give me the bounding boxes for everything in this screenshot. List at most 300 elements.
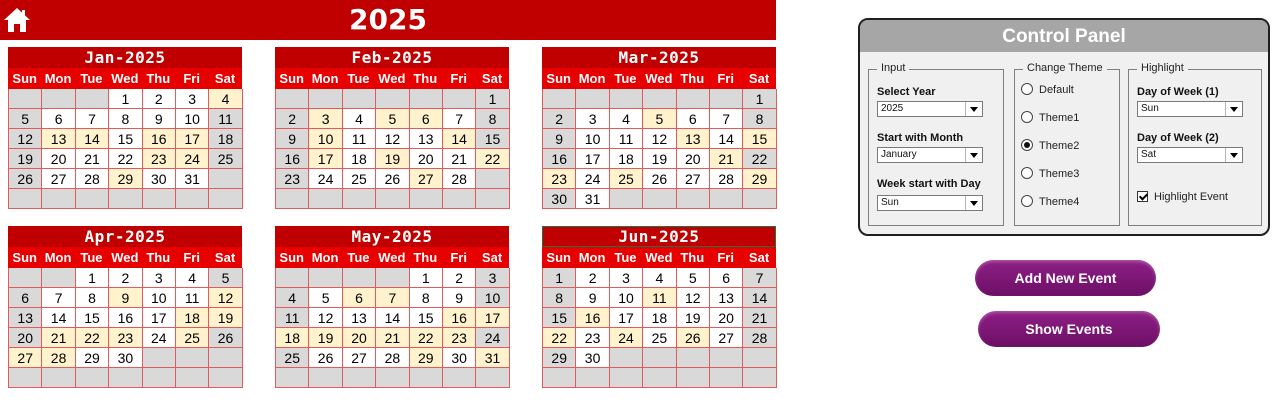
day-cell[interactable]: 15 bbox=[476, 129, 509, 149]
day-cell[interactable]: 19 bbox=[376, 149, 409, 169]
day-cell[interactable]: 13 bbox=[410, 129, 443, 149]
day-cell[interactable]: 16 bbox=[443, 308, 476, 328]
day-cell[interactable]: 14 bbox=[42, 308, 75, 328]
day-cell[interactable] bbox=[343, 189, 376, 209]
day-cell[interactable] bbox=[543, 89, 576, 109]
day-cell[interactable]: 12 bbox=[643, 129, 676, 149]
day-cell[interactable] bbox=[743, 348, 776, 368]
day-cell[interactable]: 19 bbox=[309, 328, 342, 348]
dow2-label: Day of Week (2) bbox=[1137, 132, 1219, 144]
day-cell[interactable]: 5 bbox=[309, 288, 342, 308]
month-calendar-mar bbox=[542, 47, 776, 209]
day-cell[interactable]: 12 bbox=[376, 129, 409, 149]
day-cell[interactable]: 29 bbox=[543, 348, 576, 368]
day-cell[interactable]: 20 bbox=[677, 149, 710, 169]
day-cell[interactable]: 21 bbox=[376, 328, 409, 348]
day-cell[interactable] bbox=[476, 189, 509, 209]
day-cell[interactable]: 18 bbox=[209, 129, 242, 149]
day-cell[interactable] bbox=[410, 189, 443, 209]
day-cell[interactable]: 20 bbox=[42, 149, 75, 169]
day-cell[interactable]: 3 bbox=[476, 268, 509, 288]
highlight-event-checkbox[interactable] bbox=[1137, 190, 1228, 204]
day-cell[interactable]: 2 bbox=[576, 268, 609, 288]
theme-radio-default[interactable] bbox=[1021, 82, 1074, 98]
dow1-label: Day of Week (1) bbox=[1137, 86, 1219, 98]
day-cell[interactable]: 25 bbox=[209, 149, 242, 169]
dow1-dropdown[interactable] bbox=[1137, 101, 1243, 117]
day-cell[interactable] bbox=[309, 368, 342, 388]
day-cell[interactable]: 6 bbox=[9, 288, 42, 308]
chevron-down-icon[interactable] bbox=[965, 196, 982, 210]
day-cell[interactable] bbox=[309, 268, 342, 288]
weekday-header: Tue bbox=[75, 247, 108, 268]
day-cell[interactable]: 23 bbox=[443, 328, 476, 348]
day-cell[interactable]: 8 bbox=[476, 109, 509, 129]
day-cell[interactable]: 25 bbox=[610, 169, 643, 189]
day-cell[interactable] bbox=[9, 89, 42, 109]
day-cell[interactable]: 22 bbox=[76, 328, 109, 348]
day-cell[interactable]: 29 bbox=[76, 348, 109, 368]
day-cell[interactable]: 20 bbox=[343, 328, 376, 348]
day-cell[interactable] bbox=[643, 348, 676, 368]
day-cell[interactable]: 2 bbox=[276, 109, 309, 129]
day-cell[interactable] bbox=[443, 189, 476, 209]
day-cell[interactable]: 24 bbox=[176, 149, 209, 169]
day-cell[interactable]: 13 bbox=[9, 308, 42, 328]
day-cell[interactable]: 6 bbox=[410, 109, 443, 129]
day-cell[interactable]: 13 bbox=[42, 129, 75, 149]
day-cell[interactable]: 19 bbox=[643, 149, 676, 169]
day-cell[interactable]: 20 bbox=[9, 328, 42, 348]
day-cell[interactable]: 14 bbox=[76, 129, 109, 149]
day-cell[interactable]: 16 bbox=[543, 149, 576, 169]
day-cell[interactable]: 7 bbox=[443, 109, 476, 129]
weekday-header: Sat bbox=[742, 68, 775, 89]
day-cell[interactable]: 17 bbox=[309, 149, 342, 169]
chevron-down-icon[interactable] bbox=[965, 148, 982, 162]
day-cell[interactable]: 21 bbox=[443, 149, 476, 169]
day-cell[interactable]: 12 bbox=[9, 129, 42, 149]
day-cell[interactable]: 27 bbox=[710, 328, 743, 348]
day-cell[interactable]: 8 bbox=[743, 109, 776, 129]
day-cell[interactable]: 6 bbox=[42, 109, 75, 129]
day-cell[interactable]: 4 bbox=[276, 288, 309, 308]
day-cell[interactable]: 19 bbox=[9, 149, 42, 169]
day-cell[interactable]: 28 bbox=[710, 169, 743, 189]
day-cell[interactable]: 18 bbox=[610, 149, 643, 169]
day-cell[interactable]: 28 bbox=[42, 348, 75, 368]
day-cell[interactable]: 7 bbox=[42, 288, 75, 308]
day-cell[interactable]: 11 bbox=[209, 109, 242, 129]
day-cell[interactable]: 5 bbox=[9, 109, 42, 129]
day-cell[interactable]: 1 bbox=[743, 89, 776, 109]
day-cell[interactable] bbox=[276, 268, 309, 288]
day-cell[interactable]: 15 bbox=[410, 308, 443, 328]
day-cell[interactable]: 16 bbox=[109, 308, 142, 328]
day-cell[interactable]: 10 bbox=[309, 129, 342, 149]
day-cell[interactable]: 26 bbox=[209, 328, 242, 348]
day-cell[interactable]: 4 bbox=[176, 268, 209, 288]
day-cell[interactable]: 23 bbox=[576, 328, 609, 348]
day-cell[interactable]: 4 bbox=[643, 268, 676, 288]
day-cell[interactable]: 7 bbox=[76, 109, 109, 129]
day-cell[interactable] bbox=[42, 368, 75, 388]
day-cell[interactable]: 9 bbox=[543, 129, 576, 149]
day-cell[interactable]: 3 bbox=[176, 89, 209, 109]
day-cell[interactable] bbox=[376, 189, 409, 209]
day-cell[interactable]: 31 bbox=[476, 348, 509, 368]
day-cell[interactable]: 12 bbox=[209, 288, 242, 308]
day-cell[interactable]: 17 bbox=[176, 129, 209, 149]
start-month-dropdown[interactable] bbox=[877, 147, 983, 163]
day-cell[interactable]: 1 bbox=[543, 268, 576, 288]
radio-icon[interactable] bbox=[1021, 195, 1033, 207]
day-cell[interactable]: 3 bbox=[143, 268, 176, 288]
day-cell[interactable]: 26 bbox=[309, 348, 342, 368]
day-cell[interactable] bbox=[376, 268, 409, 288]
day-cell[interactable]: 5 bbox=[209, 268, 242, 288]
theme-option-label: Theme4 bbox=[1039, 196, 1080, 208]
day-cell[interactable]: 18 bbox=[176, 308, 209, 328]
day-cell[interactable] bbox=[610, 368, 643, 388]
day-cell[interactable] bbox=[76, 89, 109, 109]
day-cell[interactable]: 15 bbox=[543, 308, 576, 328]
control-panel bbox=[858, 18, 1270, 236]
day-cell[interactable]: 13 bbox=[343, 308, 376, 328]
day-cell[interactable] bbox=[343, 368, 376, 388]
day-cell[interactable]: 27 bbox=[42, 169, 75, 189]
day-cell[interactable]: 17 bbox=[476, 308, 509, 328]
day-cell[interactable] bbox=[643, 368, 676, 388]
day-cell[interactable]: 16 bbox=[576, 308, 609, 328]
day-cell[interactable]: 14 bbox=[710, 129, 743, 149]
theme-option-label: Theme3 bbox=[1039, 168, 1080, 180]
day-cell[interactable]: 22 bbox=[743, 149, 776, 169]
day-cell[interactable] bbox=[710, 89, 743, 109]
day-cell[interactable] bbox=[710, 348, 743, 368]
theme-radio-theme1[interactable] bbox=[1021, 110, 1079, 126]
day-cell[interactable]: 22 bbox=[543, 328, 576, 348]
day-cell[interactable]: 18 bbox=[643, 308, 676, 328]
day-cell[interactable] bbox=[677, 189, 710, 209]
day-cell[interactable] bbox=[309, 189, 342, 209]
day-cell[interactable]: 4 bbox=[209, 89, 242, 109]
day-cell[interactable]: 7 bbox=[710, 109, 743, 129]
day-cell[interactable] bbox=[410, 368, 443, 388]
chevron-down-icon[interactable] bbox=[965, 102, 982, 116]
select-year-dropdown[interactable] bbox=[877, 101, 983, 117]
day-cell[interactable] bbox=[76, 368, 109, 388]
day-cell[interactable]: 23 bbox=[543, 169, 576, 189]
day-cell[interactable] bbox=[209, 368, 242, 388]
day-cell[interactable] bbox=[376, 89, 409, 109]
day-cell[interactable] bbox=[42, 268, 75, 288]
highlight-legend: Highlight bbox=[1137, 62, 1188, 74]
day-cell[interactable]: 13 bbox=[710, 288, 743, 308]
show-events-button[interactable]: Show Events bbox=[978, 311, 1160, 347]
day-cell[interactable]: 22 bbox=[109, 149, 142, 169]
day-cell[interactable]: 5 bbox=[643, 109, 676, 129]
day-cell[interactable]: 25 bbox=[276, 348, 309, 368]
day-cell[interactable]: 1 bbox=[76, 268, 109, 288]
day-cell[interactable]: 9 bbox=[576, 288, 609, 308]
day-cell[interactable]: 3 bbox=[610, 268, 643, 288]
day-cell[interactable]: 11 bbox=[343, 129, 376, 149]
week-start-dropdown[interactable] bbox=[877, 195, 983, 211]
weekday-header: Thu bbox=[676, 247, 709, 268]
day-cell[interactable] bbox=[309, 89, 342, 109]
day-cell[interactable] bbox=[643, 189, 676, 209]
weekday-header: Wed bbox=[642, 247, 675, 268]
day-cell[interactable] bbox=[276, 89, 309, 109]
theme-radio-theme3[interactable] bbox=[1021, 166, 1079, 182]
day-cell[interactable] bbox=[209, 169, 242, 189]
day-cell[interactable]: 26 bbox=[9, 169, 42, 189]
day-cell[interactable]: 11 bbox=[643, 288, 676, 308]
day-cell[interactable] bbox=[677, 368, 710, 388]
day-cell[interactable]: 28 bbox=[743, 328, 776, 348]
day-cell[interactable]: 2 bbox=[543, 109, 576, 129]
day-cell[interactable]: 17 bbox=[610, 308, 643, 328]
start-month-label: Start with Month bbox=[877, 132, 964, 144]
day-cell[interactable]: 17 bbox=[143, 308, 176, 328]
day-cell[interactable]: 9 bbox=[143, 109, 176, 129]
day-cell[interactable] bbox=[276, 368, 309, 388]
day-cell[interactable] bbox=[42, 89, 75, 109]
day-cell[interactable]: 10 bbox=[176, 109, 209, 129]
day-cell[interactable]: 10 bbox=[576, 129, 609, 149]
day-cell[interactable]: 31 bbox=[576, 189, 609, 209]
day-cell[interactable] bbox=[376, 368, 409, 388]
day-cell[interactable] bbox=[143, 368, 176, 388]
day-cell[interactable]: 8 bbox=[109, 109, 142, 129]
day-cell[interactable] bbox=[176, 189, 209, 209]
day-cell[interactable]: 11 bbox=[276, 308, 309, 328]
day-cell[interactable]: 24 bbox=[610, 328, 643, 348]
day-cell[interactable]: 21 bbox=[42, 328, 75, 348]
day-cell[interactable] bbox=[576, 89, 609, 109]
day-cell[interactable]: 26 bbox=[376, 169, 409, 189]
day-cell[interactable]: 11 bbox=[176, 288, 209, 308]
day-cell[interactable] bbox=[176, 368, 209, 388]
day-cell[interactable]: 30 bbox=[543, 189, 576, 209]
day-cell[interactable]: 3 bbox=[309, 109, 342, 129]
day-cell[interactable]: 19 bbox=[209, 308, 242, 328]
add-new-event-button[interactable]: Add New Event bbox=[975, 260, 1156, 296]
day-cell[interactable]: 24 bbox=[309, 169, 342, 189]
day-cell[interactable]: 14 bbox=[743, 288, 776, 308]
day-cell[interactable]: 8 bbox=[76, 288, 109, 308]
day-cell[interactable]: 2 bbox=[143, 89, 176, 109]
day-cell[interactable]: 14 bbox=[376, 308, 409, 328]
day-cell[interactable]: 1 bbox=[109, 89, 142, 109]
month-title: Mar-2025 bbox=[542, 47, 776, 68]
month-title: Feb-2025 bbox=[275, 47, 509, 68]
day-cell[interactable]: 8 bbox=[410, 288, 443, 308]
day-cell[interactable]: 22 bbox=[476, 149, 509, 169]
checkbox-checked-icon[interactable] bbox=[1137, 191, 1148, 202]
weekday-header: Mon bbox=[308, 247, 341, 268]
chevron-down-icon[interactable] bbox=[1225, 102, 1242, 116]
day-cell[interactable] bbox=[410, 89, 443, 109]
day-cell[interactable]: 21 bbox=[76, 149, 109, 169]
day-cell[interactable] bbox=[143, 348, 176, 368]
day-cell[interactable] bbox=[677, 348, 710, 368]
day-cell[interactable]: 7 bbox=[376, 288, 409, 308]
day-cell[interactable] bbox=[610, 348, 643, 368]
day-cell[interactable]: 25 bbox=[643, 328, 676, 348]
day-cell[interactable]: 8 bbox=[543, 288, 576, 308]
day-cell[interactable] bbox=[543, 368, 576, 388]
day-cell[interactable]: 19 bbox=[677, 308, 710, 328]
day-cell[interactable]: 11 bbox=[610, 129, 643, 149]
theme-radio-theme4[interactable] bbox=[1021, 194, 1079, 210]
month-calendar-apr bbox=[8, 226, 242, 388]
month-title: Apr-2025 bbox=[8, 226, 242, 247]
radio-icon[interactable] bbox=[1021, 111, 1033, 123]
day-cell[interactable]: 30 bbox=[109, 348, 142, 368]
theme-radio-theme2[interactable] bbox=[1021, 138, 1079, 154]
day-cell[interactable] bbox=[710, 189, 743, 209]
day-cell[interactable]: 20 bbox=[410, 149, 443, 169]
day-cell[interactable]: 29 bbox=[109, 169, 142, 189]
day-cell[interactable]: 27 bbox=[9, 348, 42, 368]
day-cell[interactable]: 5 bbox=[376, 109, 409, 129]
day-cell[interactable]: 18 bbox=[276, 328, 309, 348]
day-cell[interactable]: 27 bbox=[677, 169, 710, 189]
day-cell[interactable]: 10 bbox=[610, 288, 643, 308]
day-cell[interactable]: 6 bbox=[343, 288, 376, 308]
day-cell[interactable] bbox=[176, 348, 209, 368]
day-cell[interactable]: 24 bbox=[576, 169, 609, 189]
day-cell[interactable]: 29 bbox=[410, 348, 443, 368]
day-cell[interactable]: 21 bbox=[710, 149, 743, 169]
day-cell[interactable]: 28 bbox=[76, 169, 109, 189]
day-cell[interactable] bbox=[710, 368, 743, 388]
day-cell[interactable]: 2 bbox=[109, 268, 142, 288]
day-cell[interactable]: 28 bbox=[376, 348, 409, 368]
day-cell[interactable] bbox=[76, 189, 109, 209]
day-cell[interactable] bbox=[343, 89, 376, 109]
day-cell[interactable]: 27 bbox=[343, 348, 376, 368]
day-cell[interactable]: 6 bbox=[677, 109, 710, 129]
day-cell[interactable] bbox=[443, 89, 476, 109]
radio-icon[interactable] bbox=[1021, 167, 1033, 179]
day-cell[interactable] bbox=[610, 89, 643, 109]
day-cell[interactable]: 6 bbox=[710, 268, 743, 288]
day-cell[interactable]: 22 bbox=[410, 328, 443, 348]
day-cell[interactable]: 3 bbox=[576, 109, 609, 129]
day-cell[interactable] bbox=[443, 368, 476, 388]
day-cell[interactable] bbox=[143, 189, 176, 209]
day-cell[interactable]: 9 bbox=[109, 288, 142, 308]
day-cell[interactable]: 16 bbox=[276, 149, 309, 169]
day-cell[interactable]: 4 bbox=[610, 109, 643, 129]
day-cell[interactable] bbox=[9, 268, 42, 288]
day-cell[interactable]: 13 bbox=[677, 129, 710, 149]
day-cell[interactable]: 25 bbox=[343, 169, 376, 189]
day-cell[interactable]: 26 bbox=[643, 169, 676, 189]
day-cell[interactable]: 16 bbox=[143, 129, 176, 149]
day-cell[interactable]: 30 bbox=[576, 348, 609, 368]
year-banner bbox=[0, 0, 776, 40]
day-cell[interactable]: 30 bbox=[143, 169, 176, 189]
start-month-value: January bbox=[881, 149, 917, 160]
day-cell[interactable]: 30 bbox=[443, 348, 476, 368]
day-cell[interactable]: 12 bbox=[309, 308, 342, 328]
day-cell[interactable]: 23 bbox=[143, 149, 176, 169]
day-cell[interactable]: 27 bbox=[410, 169, 443, 189]
day-cell[interactable]: 25 bbox=[176, 328, 209, 348]
day-cell[interactable] bbox=[109, 368, 142, 388]
day-cell[interactable]: 24 bbox=[476, 328, 509, 348]
day-cell[interactable]: 1 bbox=[410, 268, 443, 288]
day-cell[interactable]: 28 bbox=[443, 169, 476, 189]
day-cell[interactable]: 5 bbox=[677, 268, 710, 288]
radio-icon[interactable] bbox=[1021, 83, 1033, 95]
day-cell[interactable] bbox=[109, 189, 142, 209]
day-cell[interactable] bbox=[9, 189, 42, 209]
day-cell[interactable]: 21 bbox=[743, 308, 776, 328]
day-cell[interactable] bbox=[610, 189, 643, 209]
day-cell[interactable]: 12 bbox=[677, 288, 710, 308]
day-cell[interactable] bbox=[276, 189, 309, 209]
day-cell[interactable]: 10 bbox=[143, 288, 176, 308]
day-cell[interactable]: 31 bbox=[176, 169, 209, 189]
day-cell[interactable]: 29 bbox=[743, 169, 776, 189]
day-cell[interactable]: 10 bbox=[476, 288, 509, 308]
day-cell[interactable]: 20 bbox=[710, 308, 743, 328]
day-cell[interactable]: 4 bbox=[343, 109, 376, 129]
day-cell[interactable] bbox=[209, 348, 242, 368]
day-cell[interactable] bbox=[677, 89, 710, 109]
day-cell[interactable] bbox=[743, 368, 776, 388]
day-cell[interactable]: 2 bbox=[443, 268, 476, 288]
chevron-down-icon[interactable] bbox=[1225, 148, 1242, 162]
radio-icon[interactable] bbox=[1021, 139, 1033, 151]
day-cell[interactable] bbox=[42, 189, 75, 209]
day-cell[interactable]: 7 bbox=[743, 268, 776, 288]
day-cell[interactable] bbox=[209, 189, 242, 209]
day-cell[interactable]: 15 bbox=[109, 129, 142, 149]
day-cell[interactable]: 26 bbox=[677, 328, 710, 348]
day-cell[interactable]: 18 bbox=[343, 149, 376, 169]
day-cell[interactable] bbox=[743, 189, 776, 209]
day-cell[interactable]: 9 bbox=[276, 129, 309, 149]
day-cell[interactable]: 23 bbox=[276, 169, 309, 189]
month-title: Jun-2025 bbox=[542, 226, 776, 247]
day-cell[interactable] bbox=[476, 169, 509, 189]
day-cell[interactable]: 17 bbox=[576, 149, 609, 169]
day-cell[interactable]: 14 bbox=[443, 129, 476, 149]
day-cell[interactable]: 1 bbox=[476, 89, 509, 109]
day-cell[interactable] bbox=[9, 368, 42, 388]
dow2-value: Sat bbox=[1141, 149, 1157, 160]
dow2-dropdown[interactable] bbox=[1137, 147, 1243, 163]
month-title: May-2025 bbox=[275, 226, 509, 247]
day-cell[interactable]: 24 bbox=[143, 328, 176, 348]
day-cell[interactable] bbox=[576, 368, 609, 388]
day-cell[interactable]: 23 bbox=[109, 328, 142, 348]
day-cell[interactable] bbox=[343, 268, 376, 288]
day-cell[interactable] bbox=[643, 89, 676, 109]
day-cell[interactable]: 15 bbox=[76, 308, 109, 328]
day-cell[interactable] bbox=[476, 368, 509, 388]
day-cell[interactable]: 15 bbox=[743, 129, 776, 149]
weekday-header: Tue bbox=[75, 68, 108, 89]
weekday-header: Sat bbox=[475, 247, 508, 268]
day-cell[interactable]: 9 bbox=[443, 288, 476, 308]
